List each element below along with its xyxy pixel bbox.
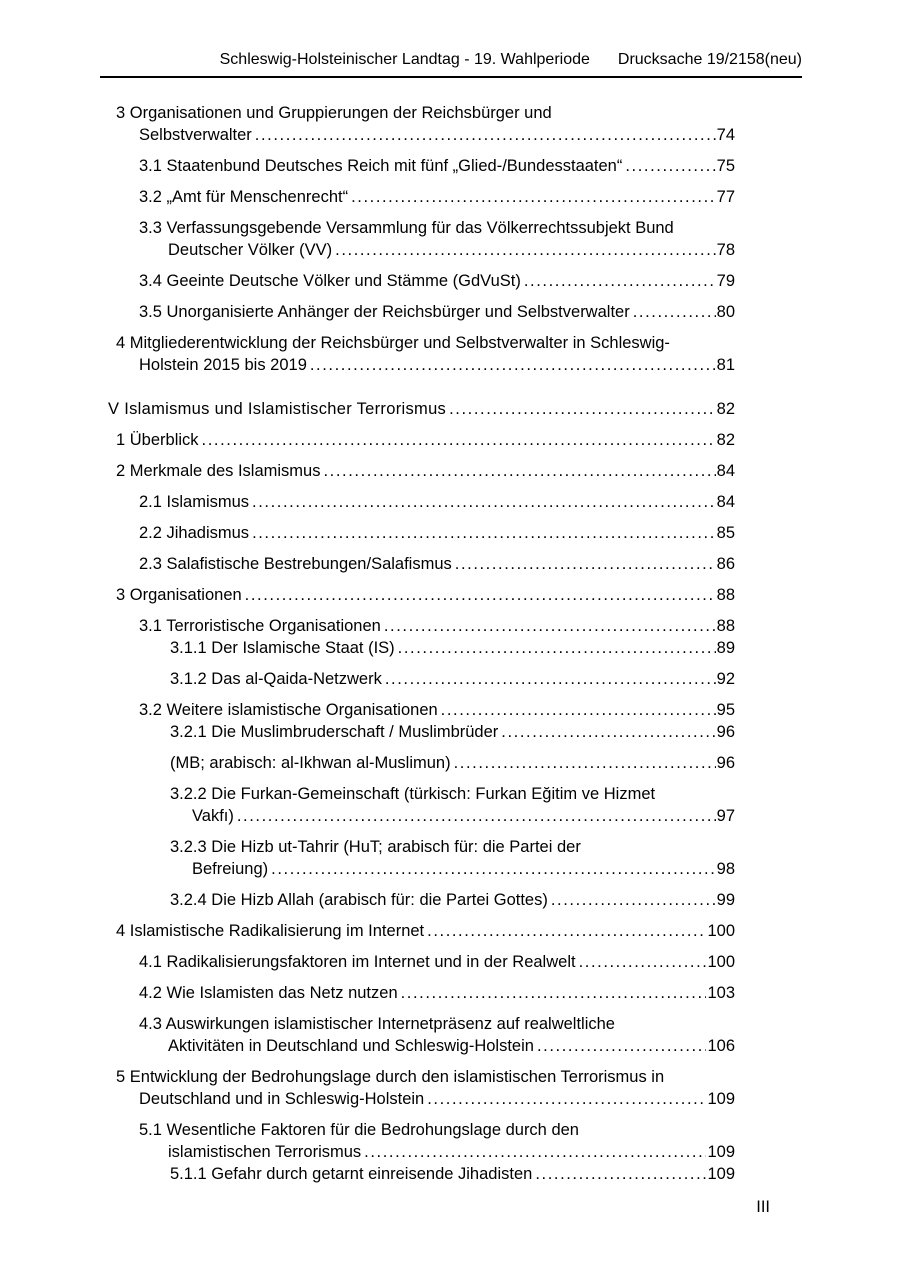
toc-entry	[108, 522, 735, 544]
dot-leader	[579, 951, 707, 973]
toc-page-number: 100	[707, 953, 735, 971]
table-of-contents	[108, 102, 735, 1194]
toc-entry	[108, 1066, 735, 1110]
toc-page-number: 84	[716, 493, 735, 511]
toc-entry-text: 4.1 Radikalisierungsfaktoren im Internet und in der Realwelt	[139, 953, 576, 971]
toc-entry-text: 2 Merkmale des Islamismus	[116, 462, 321, 480]
toc-entry	[108, 1163, 735, 1185]
toc-entry-text: 3 Organisationen und Gruppierungen der Reichsbürger und	[116, 104, 552, 122]
toc-page-number: 96	[716, 754, 735, 772]
dot-leader	[202, 429, 716, 451]
toc-entry-text: 2.1 Islamismus	[139, 493, 250, 511]
toc-entry-text: 5 Entwicklung der Bedrohungslage durch den islamistischen Terrorismus in	[116, 1068, 665, 1086]
dot-leader	[252, 491, 716, 513]
dot-leader	[255, 124, 716, 146]
toc-entry-text: Deutscher Völker (VV)	[168, 241, 333, 259]
toc-page-number: 78	[716, 241, 735, 259]
toc-page-number: 80	[716, 303, 735, 321]
toc-page-number: 82	[716, 400, 735, 418]
dot-leader	[449, 398, 716, 420]
toc-entry	[108, 102, 735, 146]
toc-entry	[108, 491, 735, 513]
toc-page-number: 79	[716, 272, 735, 290]
toc-page-number: 85	[716, 524, 735, 542]
toc-page-number: 109	[707, 1143, 735, 1161]
toc-page-number: 109	[707, 1165, 735, 1183]
toc-page-number: 99	[716, 891, 735, 909]
toc-page-number: 97	[716, 807, 735, 825]
dot-leader	[535, 1163, 706, 1185]
toc-entry-text: 2.2 Jihadismus	[139, 524, 250, 542]
toc-entry-text: 5.1 Wesentliche Faktoren für die Bedrohungslage durch den	[139, 1121, 579, 1139]
toc-entry-text: 4.3 Auswirkungen islamistischer Internetpräsenz auf realweltliche	[139, 1015, 615, 1033]
toc-entry-text: 3 Organisationen	[116, 586, 242, 604]
toc-entry	[108, 836, 735, 880]
toc-page-number: 96	[716, 723, 735, 741]
dot-leader	[454, 752, 716, 774]
toc-entry	[108, 721, 735, 743]
toc-entry-text: Aktivitäten in Deutschland und Schleswig-Holstein	[168, 1037, 534, 1055]
toc-entry-text: 3.4 Geeinte Deutsche Völker und Stämme (GdVuSt)	[139, 272, 521, 290]
toc-entry-text: V Islamismus und Islamistischer Terrorismus	[108, 400, 447, 418]
toc-page-number: 109	[707, 1090, 735, 1108]
toc-entry	[108, 783, 735, 827]
toc-entry-text: 2.3 Salafistische Bestrebungen/Salafismus	[139, 555, 452, 573]
toc-page-number: 81	[716, 356, 735, 374]
dot-leader	[245, 584, 716, 606]
toc-page-number: 98	[716, 860, 735, 878]
toc-page-number: 95	[716, 701, 735, 719]
toc-entry	[108, 920, 735, 942]
toc-page-number: 77	[716, 188, 735, 206]
toc-entry	[108, 699, 735, 721]
dot-leader	[310, 354, 716, 376]
dot-leader	[385, 668, 716, 690]
toc-entry	[108, 668, 735, 690]
toc-entry-text: 3.1.1 Der Islamische Staat (IS)	[170, 639, 395, 657]
toc-entry	[108, 186, 735, 208]
dot-leader	[427, 1088, 706, 1110]
toc-entry-text: 3.2.1 Die Muslimbruderschaft / Muslimbrüder	[170, 723, 499, 741]
header-left: Schleswig-Holsteinischer Landtag - 19. Wahlperiode	[219, 51, 590, 68]
toc-entry	[108, 429, 735, 451]
dot-leader	[633, 301, 716, 323]
dot-leader	[364, 1141, 706, 1163]
toc-page-number: 82	[716, 431, 735, 449]
toc-entry	[108, 1013, 735, 1057]
dot-leader	[455, 553, 716, 575]
toc-entry-text: islamistischen Terrorismus	[168, 1143, 362, 1161]
toc-entry-text: 3.3 Verfassungsgebende Versammlung für das Völkerrechtssubjekt Bund	[139, 219, 674, 237]
toc-entry-text: 3.2 Weitere islamistische Organisationen	[139, 701, 438, 719]
toc-entry-text: 3.1 Terroristische Organisationen	[139, 617, 381, 635]
toc-entry	[108, 155, 735, 177]
toc-entry-text: 3.2.4 Die Hizb Allah (arabisch für: die Partei Gottes)	[170, 891, 548, 909]
dot-leader	[351, 186, 716, 208]
toc-entry	[108, 553, 735, 575]
toc-entry-text: Deutschland und in Schleswig-Holstein	[139, 1090, 425, 1108]
toc-entry	[108, 951, 735, 973]
dot-leader	[401, 982, 707, 1004]
toc-entry-text: Holstein 2015 bis 2019	[139, 356, 307, 374]
dot-leader	[427, 920, 706, 942]
toc-page-number: 106	[707, 1037, 735, 1055]
toc-entry-text: 3.2.3 Die Hizb ut-Tahrir (HuT; arabisch für: die Partei der	[170, 838, 581, 856]
toc-entry-text: 3.1 Staatenbund Deutsches Reich mit fünf „Glied-/Bundesstaaten“	[139, 157, 623, 175]
toc-entry	[108, 889, 735, 911]
toc-section-heading	[108, 398, 735, 420]
toc-entry	[108, 301, 735, 323]
dot-leader	[384, 615, 716, 637]
dot-leader	[501, 721, 715, 743]
page-number: III	[756, 1198, 770, 1216]
toc-page-number: 88	[716, 586, 735, 604]
toc-entry-text: 3.2 „Amt für Menschenrecht“	[139, 188, 349, 206]
toc-entry-text: 3.1.2 Das al-Qaida-Netzwerk	[170, 670, 382, 688]
toc-entry	[108, 615, 735, 637]
toc-entry-text: (MB; arabisch: al-Ikhwan al-Muslimun)	[170, 754, 451, 772]
toc-entry	[108, 584, 735, 606]
toc-entry-text: 1 Überblick	[116, 431, 199, 449]
dot-leader	[441, 699, 716, 721]
toc-page-number: 74	[716, 126, 735, 144]
dot-leader	[551, 889, 716, 911]
dot-leader	[252, 522, 716, 544]
toc-page-number: 88	[716, 617, 735, 635]
toc-page-number: 89	[716, 639, 735, 657]
toc-page-number: 84	[716, 462, 735, 480]
dot-leader	[524, 270, 716, 292]
toc-entry	[108, 460, 735, 482]
dot-leader	[398, 637, 716, 659]
toc-entry	[108, 752, 735, 774]
toc-entry	[108, 217, 735, 261]
page-header	[100, 50, 802, 78]
header-right: Drucksache 19/2158(neu)	[617, 51, 802, 68]
dot-leader	[271, 858, 716, 880]
toc-entry	[108, 1119, 735, 1163]
toc-entry-text: Vakfı)	[192, 807, 234, 825]
dot-leader	[237, 805, 716, 827]
dot-leader	[625, 155, 715, 177]
dot-leader	[323, 460, 715, 482]
toc-page-number: 75	[716, 157, 735, 175]
toc-entry-text: 4 Mitgliederentwicklung der Reichsbürger und Selbstverwalter in Schleswig-	[116, 334, 670, 352]
dot-leader	[537, 1035, 707, 1057]
toc-entry	[108, 637, 735, 659]
toc-entry-text: 4.2 Wie Islamisten das Netz nutzen	[139, 984, 398, 1002]
toc-entry	[108, 332, 735, 376]
toc-entry-text: Selbstverwalter	[139, 126, 252, 144]
toc-entry-text: 3.5 Unorganisierte Anhänger der Reichsbürger und Selbstverwalter	[139, 303, 630, 321]
toc-entry-text: 3.2.2 Die Furkan-Gemeinschaft (türkisch: Furkan Eğitim ve Hizmet	[170, 785, 656, 803]
toc-page-number: 92	[716, 670, 735, 688]
dot-leader	[335, 239, 716, 261]
toc-entry-text: 4 Islamistische Radikalisierung im Internet	[116, 922, 425, 940]
toc-page-number: 103	[707, 984, 735, 1002]
toc-page-number: 100	[707, 922, 735, 940]
toc-page-number: 86	[716, 555, 735, 573]
toc-entry-text: 5.1.1 Gefahr durch getarnt einreisende Jihadisten	[170, 1165, 533, 1183]
toc-entry	[108, 982, 735, 1004]
toc-entry-text: Befreiung)	[192, 860, 269, 878]
toc-entry	[108, 270, 735, 292]
